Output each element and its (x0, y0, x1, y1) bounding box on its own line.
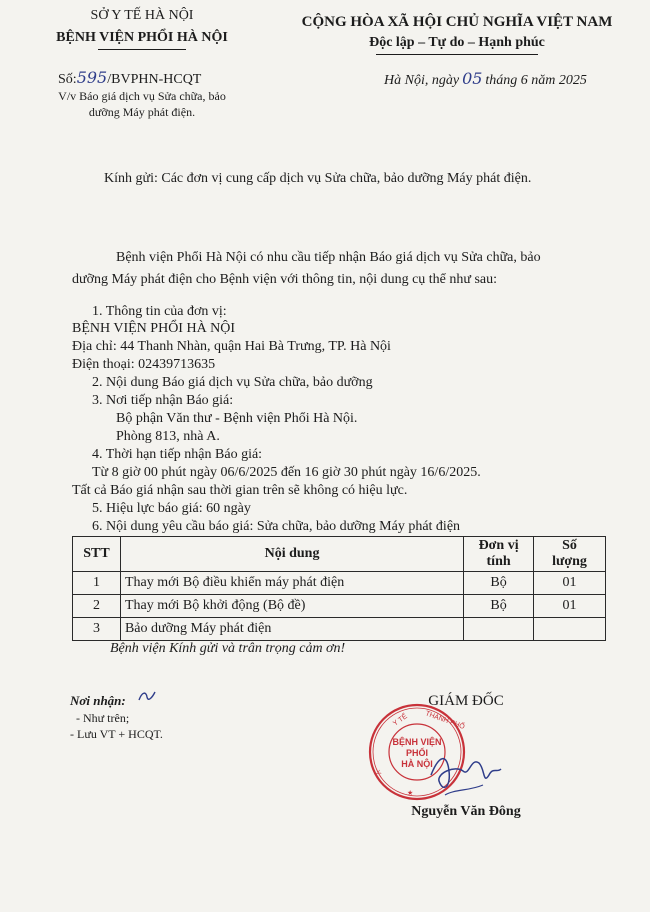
intro-line-2: dưỡng Máy phát điện cho Bệnh viện với thông tin, nội dung cụ thể như sau: (72, 272, 498, 287)
header-quantity (534, 537, 606, 572)
document-number (58, 68, 201, 88)
signer-name: Nguyễn Văn Đông (411, 804, 521, 819)
section-3-title: 3. Nơi tiếp nhận Báo giá: (92, 393, 234, 408)
header-stt: STT (73, 537, 121, 572)
intro-line-1: Bệnh viện Phổi Hà Nội có nhu cầu tiếp nhận Báo giá dịch vụ Sửa chữa, bảo (116, 250, 541, 265)
section-4-line-1: Từ 8 giờ 00 phút ngày 06/6/2025 đến 16 giờ 30 phút ngày 16/6/2025. (92, 465, 481, 480)
signer-title: GIÁM ĐỐC (428, 693, 504, 709)
row-stt: 1 (73, 572, 121, 595)
date-suffix: tháng 6 năm 2025 (485, 73, 587, 88)
republic-title: CỘNG HÒA XÃ HỘI CHỦ NGHĨA VIỆT NAM (301, 14, 613, 30)
recipients-line-2: - Lưu VT + HCQT. (70, 727, 163, 741)
row-stt: 2 (73, 595, 121, 618)
issue-date (384, 69, 587, 89)
recipients-line-1: - Như trên; (76, 711, 130, 725)
section-1-address: Địa chỉ: 44 Thanh Nhàn, quận Hai Bà Trưng, TP. Hà Nội (72, 339, 391, 354)
seal-line-2: PHỔI (405, 748, 429, 758)
header-unit-line-1: Đơn vị (478, 538, 519, 553)
svg-text:Y: Y (373, 769, 382, 778)
row-quantity (534, 618, 606, 641)
hospital-underline (98, 49, 186, 50)
row-unit: Bộ (464, 572, 534, 595)
header-content: Nội dung (120, 537, 463, 572)
row-stt: 3 (73, 618, 121, 641)
row-quantity: 01 (534, 572, 606, 595)
seal-line-1: BỆNH VIỆN (392, 737, 442, 747)
table-row (73, 618, 606, 641)
section-3-line-1: Bộ phận Văn thư - Bệnh viện Phổi Hà Nội. (116, 411, 358, 426)
row-quantity: 01 (534, 595, 606, 618)
header-unit (464, 537, 534, 572)
header-unit-line-2: tính (486, 554, 511, 569)
svg-text:THÀNH PHỐ: THÀNH PHỐ (424, 710, 466, 731)
motto: Độc lập – Tự do – Hạnh phúc (369, 35, 545, 50)
row-content: Thay mới Bộ khởi động (Bộ đề) (120, 595, 463, 618)
row-unit (464, 618, 534, 641)
doc-number-handwritten: 595 (76, 68, 108, 87)
header-qty-line-2: lượng (552, 554, 587, 569)
subject-line-2: dưỡng Máy phát điện. (88, 105, 196, 119)
hospital-name: BỆNH VIỆN PHỔI HÀ NỘI (56, 30, 228, 45)
svg-text:★: ★ (407, 790, 414, 797)
seal-line-3: HÀ NỘI (401, 759, 433, 769)
table-header-row (73, 537, 606, 572)
closing-line: Bệnh viện Kính gửi và trân trọng cảm ơn! (110, 641, 346, 656)
section-4-title: 4. Thời hạn tiếp nhận Báo giá: (92, 447, 263, 462)
section-5: 5. Hiệu lực báo giá: 60 ngày (92, 501, 251, 516)
doc-number-suffix: /BVPHN-HCQT (107, 72, 202, 87)
department-name: SỞ Y TẾ HÀ NỘI (90, 8, 194, 23)
svg-text:Y TẾ: Y TẾ (392, 713, 409, 728)
section-6: 6. Nội dung yêu cầu báo giá: Sửa chữa, bảo dưỡng Máy phát điện (92, 519, 461, 534)
header-qty-line-1: Số (562, 538, 577, 553)
date-prefix: Hà Nội, ngày (384, 73, 460, 88)
doc-number-prefix: Số: (58, 72, 77, 87)
row-unit: Bộ (464, 595, 534, 618)
greeting: Kính gửi: Các đơn vị cung cấp dịch vụ Sửa chữa, bảo dưỡng Máy phát điện. (104, 171, 532, 186)
quote-table (72, 536, 606, 641)
date-day-handwritten: 05 (462, 69, 483, 88)
table-row (73, 572, 606, 595)
table-row (73, 595, 606, 618)
section-1-title: 1. Thông tin của đơn vị: (92, 304, 227, 319)
section-2: 2. Nội dung Báo giá dịch vụ Sửa chữa, bảo dưỡng (92, 375, 373, 390)
row-content: Thay mới Bộ điều khiển máy phát điện (120, 572, 463, 595)
signature-icon (425, 745, 505, 805)
recipients-title: Nơi nhận: (70, 693, 126, 708)
subject-line-1: V/v Báo giá dịch vụ Sửa chữa, bảo (58, 89, 226, 103)
handwritten-mark-icon (136, 688, 158, 706)
section-1-hospital: BỆNH VIỆN PHỔI HÀ NỘI (72, 321, 236, 336)
section-3-line-2: Phòng 813, nhà A. (116, 429, 220, 444)
row-content: Bảo dưỡng Máy phát điện (120, 618, 463, 641)
motto-underline (376, 54, 538, 55)
section-1-phone: Điện thoại: 02439713635 (72, 357, 216, 372)
section-4-line-2: Tất cả Báo giá nhận sau thời gian trên sẽ không có hiệu lực. (72, 483, 408, 498)
